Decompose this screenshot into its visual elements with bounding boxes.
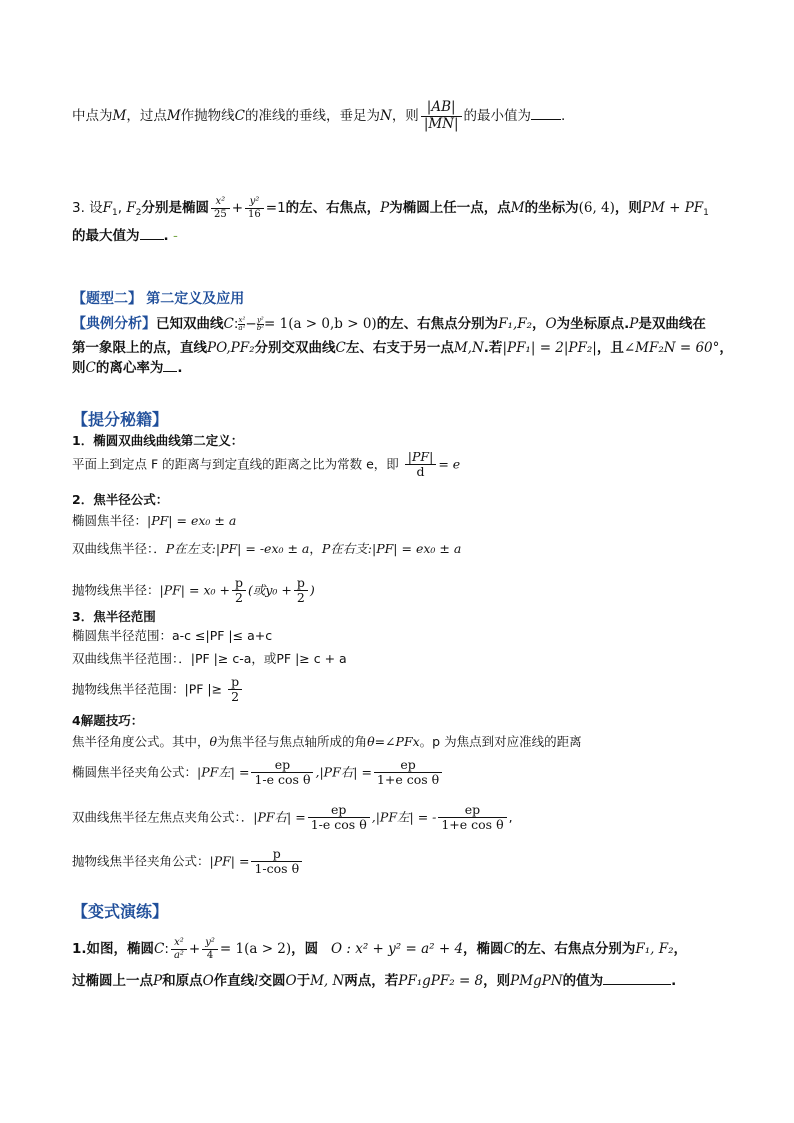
fraction-angle [251,847,302,877]
text: 抛物线焦半径范围： [72,681,185,697]
fraction-p-2 [228,675,242,705]
equation: = e [438,456,461,472]
ellipse-focal-radius [72,513,236,528]
var-C: C [234,108,245,125]
text: 第一象限上的点，直线 [72,340,207,356]
text: . [561,108,566,125]
formula: |PF| = [209,853,250,869]
text: 椭圆焦半径夹角公式： [72,764,198,780]
frac-denominator: d [416,464,425,480]
text: , [508,809,513,825]
formula: (或y₀ + [247,582,292,598]
text: 中点为 [72,108,113,125]
example-line3 [72,360,182,376]
frac-denominator: 25 [213,208,227,220]
text: ，圆 [291,941,319,957]
text: 的离心率为 [95,360,164,376]
frac-numerator: ep [308,803,370,818]
text: 1.如图，椭圆 [72,941,155,957]
circle-equation: O : x² + y² = a² + 4 [331,941,464,957]
condition: |PF₁| = 2|PF₂| [502,340,597,356]
frac-numerator: x² [211,196,230,209]
answer-blank [531,119,561,120]
tip-heading-3 [72,609,156,624]
frac-numerator: ep [374,758,442,773]
frac-numerator: |AB| [421,100,462,117]
fraction-x2-25 [211,196,230,220]
text: : [164,941,169,957]
tips-title: 【提分秘籍】 [72,410,169,429]
tip-heading-1 [72,433,243,448]
var-O: O [202,973,214,989]
formula: a-c ≤|PF |≤ a+c [172,628,273,643]
text: ， [309,541,322,556]
var-F1: F [102,200,113,216]
text: 分别交双曲线 [254,340,336,356]
frac-numerator: x² [171,937,187,950]
foci: F₁,F₂ [498,316,533,332]
frac-denominator: 1-e cos θ [310,817,367,833]
formula: ,|PF右| = [315,764,372,780]
parabola-range [72,675,244,705]
text: 两点，若 [344,973,399,989]
fraction-ab-mn [421,100,462,132]
var-P: P [153,973,163,989]
frac-numerator: p [251,847,302,862]
expression: PMgPN [510,973,563,989]
text: 为椭圆上任一点，点 [389,200,511,216]
hyperbola-focal-radius [72,541,461,556]
var-P: P [380,200,390,216]
text: ， [532,316,546,332]
text: ，椭圆 [463,941,504,957]
text: 为坐标原点. [556,316,630,332]
text: 分别是椭圆 [141,200,209,216]
fraction-pf-d [405,450,437,480]
text: 作直线 [213,973,255,989]
text: , [117,200,127,216]
practice-header [72,902,168,921]
text: 交圆 [258,973,286,989]
text: ，过点 [126,108,167,125]
formula: θ=∠PFx [367,734,420,749]
var-F2: F [126,200,136,216]
text: 则 [72,360,86,376]
text: 双曲线焦半径：． [72,541,166,556]
answer-blank [163,371,177,372]
tip-heading-4 [72,713,143,728]
var-M: M [166,108,181,125]
fraction-angle [308,803,370,833]
text: 和原点 [162,973,203,989]
formula: |PF| = ex₀ ± a [372,541,462,556]
text: 抛物线焦半径： [72,582,160,598]
frac-denominator: 1-e cos θ [254,772,311,788]
frac-denominator: 1-cos θ [254,861,300,877]
parabola-focal-radius [72,576,315,606]
foci: F₁, F₂ [635,941,674,957]
example-line2 [72,340,733,356]
frac-numerator: y² [256,315,264,324]
fraction-angle [374,758,442,788]
coordinate: (6, 4) [578,200,615,216]
formula: |PF右| = [253,809,306,825]
section-title: 第二定义及应用 [146,291,245,307]
green-mark: - [172,228,178,244]
condition: = 1(a > 0,b > 0) [264,316,377,332]
fraction-x2-a2 [171,937,187,961]
formula: |PF |≥ [184,681,223,697]
text: ，则 [391,108,419,125]
text: 的坐标为 [524,200,579,216]
points-MN: M, N [310,973,345,989]
text: : [233,316,239,332]
text: 的最大值为 [72,228,140,244]
var-C: C [154,941,165,957]
tips-header [72,410,168,429]
angle: ∠MF₂N = 60° [623,340,720,356]
frac-numerator: y² [202,937,218,950]
text: 过椭圆上一点 [72,973,153,989]
parabola-angle-formula [72,847,304,877]
var-l: l [254,973,259,989]
text: 焦半径角度公式。其中， [72,734,210,749]
frac-numerator: y² [245,196,264,209]
text: 的值为 [562,973,604,989]
var-M: M [112,108,127,125]
ellipse-range [72,628,272,643]
frac-numerator: p [294,576,308,591]
text: 作抛物线 [180,108,235,125]
var-P: P [629,316,639,332]
frac-denominator: 4 [206,949,214,961]
text: 4解题技巧： [72,713,144,728]
text: 的准线的垂线，垂足为 [245,108,380,125]
example-tag: 【典例分析】 [72,316,156,332]
frac-numerator: ep [438,803,506,818]
tip-definition [72,450,460,480]
frac-denominator: 2 [234,590,243,606]
fraction-y2-4 [202,937,218,961]
formula: |PF |≥ c-a，或PF |≥ c + a [190,651,347,666]
text: P在左支: [165,541,216,556]
text: 3．焦半径范围 [72,609,156,624]
text: ，且 [596,340,624,356]
answer-blank [140,239,164,240]
formula: |PF| = x₀ + [159,582,230,598]
text: ，则 [483,973,511,989]
var-C: C [223,316,234,332]
frac-numerator: x² [238,315,246,324]
text: 的左、右焦点， [285,200,381,216]
formula: ,|PF左| = - [371,809,437,825]
prev-question-line [72,100,565,132]
fraction-p-2 [294,576,308,606]
frac-denominator: a² [238,323,246,332]
section-bracket: 【题型二】 [72,291,142,307]
frac-denominator: |MN| [423,115,459,132]
frac-numerator: |PF| [405,450,437,465]
var-O: O [285,973,297,989]
lines: PO,PF₂ [207,340,255,356]
fraction-angle [438,803,506,833]
practice-title: 【变式演练】 [72,902,169,921]
points-MN: M,N [453,340,484,356]
text: + [188,941,201,957]
text: 的左、右焦点分别为 [376,316,499,332]
text: 的最小值为 [463,108,532,125]
text: 1．椭圆双曲线曲线第二定义： [72,433,244,448]
section-header [72,291,244,308]
question-3-line1 [72,196,709,220]
text: ，则 [614,200,642,216]
text: 椭圆焦半径： [72,513,148,528]
text: 双曲线焦半径范围：． [72,651,191,666]
text: 3. 设 [72,200,103,216]
formula: |PF| = -ex₀ ± a [215,541,310,556]
condition: PF₁gPF₂ = 8 [398,973,484,989]
example-line1 [72,316,706,333]
text: . [671,973,677,989]
fraction-p-2 [232,576,246,606]
text: 2．焦半径公式： [72,492,169,507]
frac-denominator: 1+e cos θ [441,817,504,833]
text: 抛物线焦半径夹角公式： [72,853,210,869]
subscript: 1 [703,208,709,218]
text: =1 [265,200,286,216]
text: P在右支: [321,541,373,556]
var-C: C [335,340,346,356]
question-3-line2 [72,228,178,244]
var-C: C [85,360,96,376]
frac-denominator: b² [256,323,264,332]
practice-line1 [72,937,687,961]
answer-blank [603,984,671,985]
frac-denominator: a² [173,949,184,961]
var-N: N [380,108,392,125]
theta: θ [209,734,218,749]
formula: |PF| = ex₀ ± a [147,513,237,528]
text: ， [673,941,688,957]
frac-denominator: 1+e cos θ [376,772,440,788]
frac-numerator: p [228,675,242,690]
frac-denominator: 16 [248,208,261,220]
ellipse-angle-formula [72,758,444,788]
text: 于 [296,973,311,989]
angle-formula-intro [72,734,582,749]
condition: = 1(a > 2) [219,941,292,957]
var-C: C [503,941,514,957]
text: − [245,316,257,332]
text: 双曲线焦半径左焦点夹角公式：． [72,809,254,825]
fraction-y2-16 [245,196,264,220]
frac-denominator: 2 [231,689,240,705]
text: ， [719,340,733,356]
formula: |PF左| = [197,764,250,780]
var-O: O [545,316,557,332]
text: + [231,200,244,216]
hyperbola-angle-formula [72,803,513,833]
text: 。p 为焦点到对应准线的距离 [419,734,582,749]
text: . [177,360,183,376]
frac-numerator: ep [251,758,313,773]
frac-numerator: p [232,576,246,591]
text: 的左、右焦点分别为 [513,941,636,957]
practice-line2 [72,973,676,989]
frac-denominator: 2 [296,590,305,606]
tip-heading-2 [72,492,168,507]
fraction-y2-b2 [257,317,264,332]
text: 左、右支于另一点 [345,340,454,356]
expression: PM + PF [641,200,704,216]
text: .若 [483,340,503,356]
text: 为焦半径与焦点轴所成的角 [217,734,368,749]
subscript: 1 [112,208,118,218]
fraction-angle [251,758,313,788]
var-M: M [510,200,525,216]
text: 是双曲线在 [638,316,706,332]
text: ) [309,582,315,598]
text: . [163,228,169,244]
subscript: 2 [135,208,142,218]
hyperbola-range [72,651,347,666]
text: 已知双曲线 [156,316,224,332]
text: 平面上到定点 F 的距离与到定直线的距离之比为常数 e，即 [72,456,399,472]
text: 椭圆焦半径范围： [72,628,173,643]
